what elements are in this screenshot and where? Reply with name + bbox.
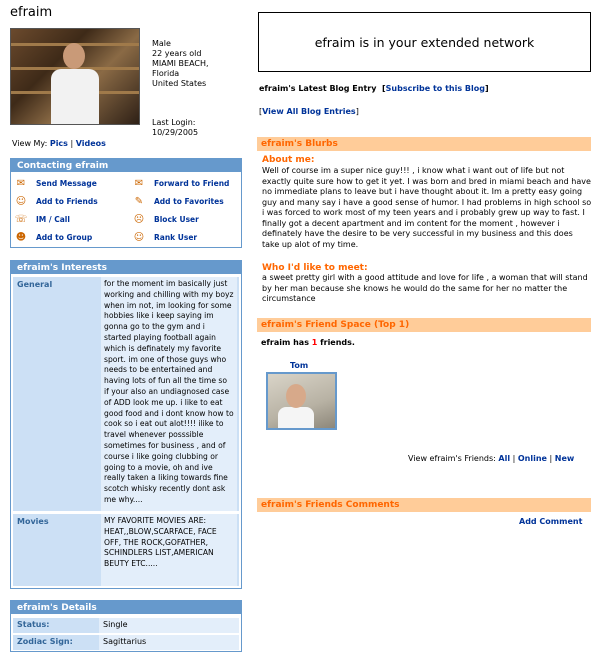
zodiac-value: Sagittarius bbox=[99, 635, 239, 650]
im-call-button[interactable]: ☏ IM / Call bbox=[14, 214, 70, 225]
details-box bbox=[10, 600, 242, 652]
videos-link[interactable]: Videos bbox=[75, 139, 106, 148]
contacting-title: Contacting efraim bbox=[11, 159, 241, 172]
view-all-blog: [View All Blog Entries] bbox=[259, 107, 359, 116]
extended-network-text: efraim is in your extended network bbox=[314, 34, 535, 50]
gender: Male bbox=[152, 39, 171, 48]
envelope-icon: ✉ bbox=[16, 178, 26, 189]
add-friend-icon: ☺ bbox=[15, 196, 27, 207]
forward-to-friend-button[interactable]: ✉ Forward to Friend bbox=[132, 178, 229, 189]
details-title: efraim's Details bbox=[11, 601, 241, 614]
status-value: Single bbox=[99, 618, 239, 633]
friend-name-link[interactable]: Tom bbox=[290, 361, 309, 370]
profile-photo[interactable] bbox=[10, 28, 140, 125]
last-login-date: 10/29/2005 bbox=[152, 128, 199, 137]
friend-count-number: 1 bbox=[311, 338, 318, 347]
meet-label: Who I'd like to meet: bbox=[262, 263, 368, 273]
block-user-button[interactable]: ☹ Block User bbox=[133, 214, 199, 225]
blurbs-title: efraim's Blurbs bbox=[257, 137, 591, 151]
country: United States bbox=[152, 79, 207, 88]
age: 22 years old bbox=[152, 49, 202, 58]
view-all-blog-link[interactable]: View All Blog Entries bbox=[262, 107, 356, 116]
friends-online-link[interactable]: Online bbox=[517, 454, 547, 463]
view-friends: View efraim's Friends: All | Online | New bbox=[408, 454, 575, 463]
about-me-label: About me: bbox=[262, 155, 315, 165]
extended-network-box bbox=[258, 12, 591, 72]
general-text: for the moment im basically just working and chilling with my boyz when im not, im looking for some hobbies like i keep saying im gonna go to the gym and i started playing football again which is definately my favorite sport. im one of those guys who needs to be entertained and having lots of fun all the time so if your also an undiagnosed case of ADD look me up. i like to eat good food and i dont know how to cook so i eat out alot!!!! ilike to travel whenever posssible sometimes for business , and of course i like going clubbing or going to a movie, oh and ive really taken a liking towards fine scotch whisky recently dont ask me why.... bbox=[101, 277, 237, 511]
interests-title: efraim's Interests bbox=[11, 261, 241, 274]
movies-text: MY FAVORITE MOVIES ARE: HEAT,,BLOW,SCARFACE, FACE OFF, THE ROCK,GOFATHER, SCHINDLERS LIST,AMERICAN BEUTY ETC..... bbox=[101, 514, 237, 586]
profile-name: efraim bbox=[10, 5, 53, 20]
about-me-text: Well of course im a super nice guy!!! , i know what i want out of life but not exactly quite sure how to get it yet. I was born and bred in miami beach and have no immediate plans to leave but i have thought about it. Im a pretty easy going guy and many say i have a good sense of humor. I had problems in high school so i was forced to work most of my teen years and i probably grew up way to fast. I finally got a decent apartment and im content for the moment , however i definately have the desire to be very successful in my business and this does take up alot of my time. bbox=[262, 166, 592, 249]
movies-label: Movies bbox=[17, 517, 49, 526]
subscribe-blog-link[interactable]: Subscribe to this Blog bbox=[385, 84, 485, 93]
add-to-group-button[interactable]: ☻ Add to Group bbox=[15, 232, 93, 243]
favorites-icon: ✎ bbox=[134, 196, 144, 207]
add-to-friends-button[interactable]: ☺ Add to Friends bbox=[15, 196, 98, 207]
pics-link[interactable]: Pics bbox=[49, 139, 68, 148]
rank-user-button[interactable]: ☺ Rank User bbox=[133, 232, 198, 243]
last-login: Last Login: 10/29/2005 bbox=[152, 118, 199, 137]
friend-count: efraim has 1 friends. bbox=[261, 338, 355, 347]
interest-row-movies bbox=[13, 514, 239, 586]
contacting-box bbox=[10, 158, 242, 248]
status-row: Status: Single bbox=[13, 618, 239, 633]
add-comment-link[interactable]: Add Comment bbox=[519, 517, 583, 526]
friends-new-link[interactable]: New bbox=[554, 454, 575, 463]
im-icon: ☏ bbox=[14, 214, 28, 225]
general-label: General bbox=[17, 280, 53, 289]
group-icon: ☻ bbox=[15, 232, 27, 243]
friend-space-title: efraim's Friend Space (Top 1) bbox=[257, 318, 591, 332]
friend-photo[interactable] bbox=[266, 372, 337, 430]
block-icon: ☹ bbox=[133, 214, 145, 225]
interests-box bbox=[10, 260, 242, 589]
profile-info bbox=[152, 39, 209, 89]
zodiac-row: Zodiac Sign: Sagittarius bbox=[13, 635, 239, 650]
latest-blog: efraim's Latest Blog Entry [Subscribe to this Blog] bbox=[259, 84, 489, 93]
comments-title: efraim's Friends Comments bbox=[257, 498, 591, 512]
meet-text: a sweet pretty girl with a good attitude and love for life , a woman that will stand by her man because she knows he would do the same for her no matter the circumstance bbox=[262, 273, 588, 303]
view-my: View My: Pics | Videos bbox=[12, 139, 106, 148]
add-to-favorites-button[interactable]: ✎ Add to Favorites bbox=[132, 196, 224, 207]
send-message-button[interactable]: ✉ Send Message bbox=[14, 178, 97, 189]
rank-icon: ☺ bbox=[133, 232, 145, 243]
interest-row-general bbox=[13, 277, 239, 511]
forward-icon: ✉ bbox=[134, 178, 144, 189]
friends-all-link[interactable]: All bbox=[498, 454, 511, 463]
state: Florida bbox=[152, 69, 180, 78]
city: MIAMI BEACH, bbox=[152, 59, 209, 68]
